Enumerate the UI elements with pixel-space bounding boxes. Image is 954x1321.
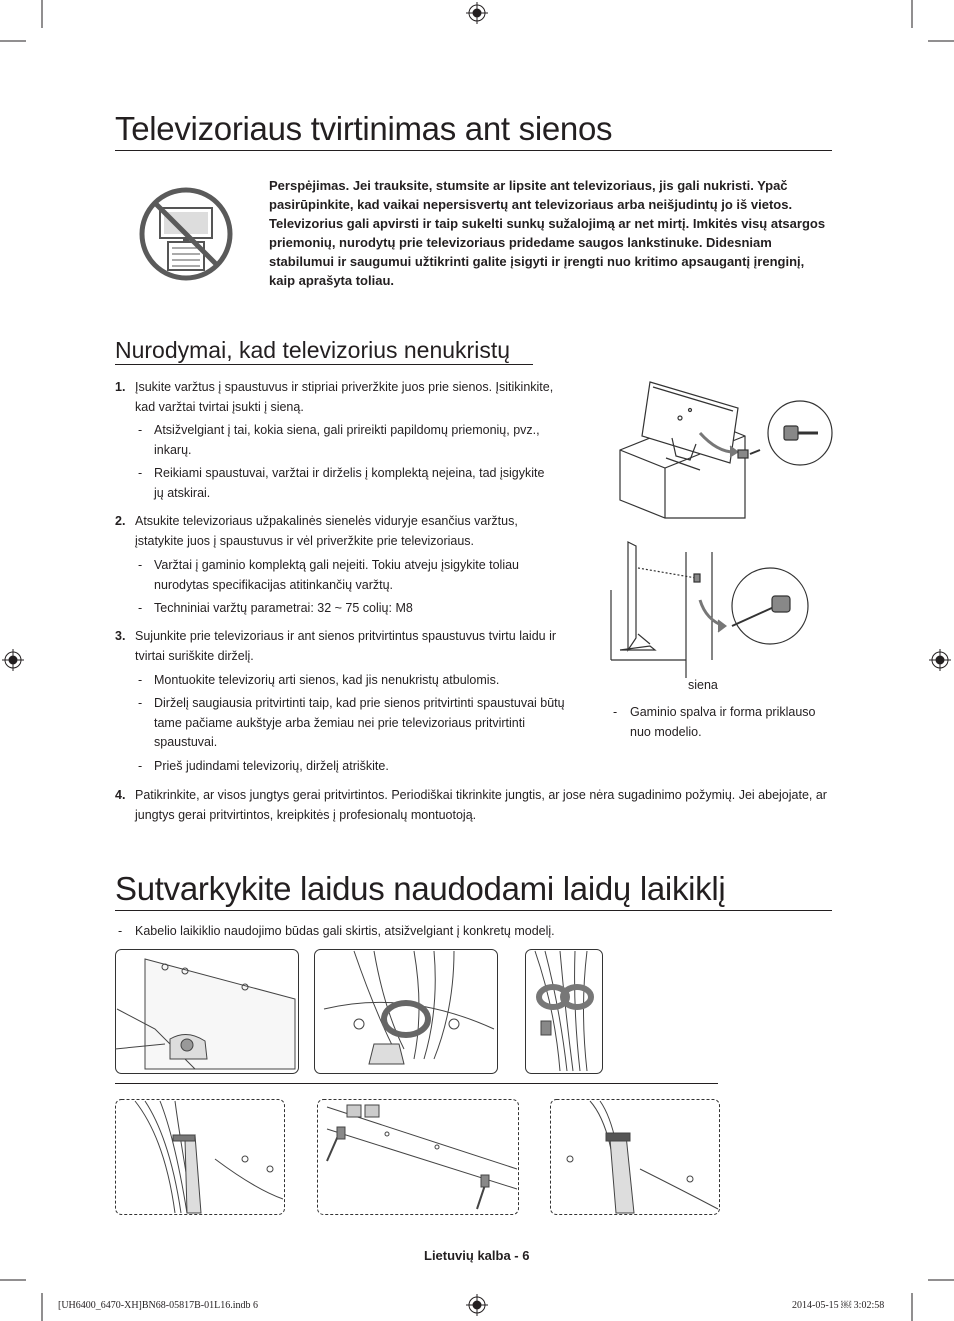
print-slug-left: [UH6400_6470-XH]BN68-05817B-01L16.indb 6 xyxy=(58,1300,258,1311)
list-item: - Atsižvelgiant į tai, kokia siena, gali prireikti papildomų priemonių, pvz., inkarų. xyxy=(138,421,578,460)
sub-item-text: Montuokite televizorių arti sienos, kad jis nenukristų atbulomis. xyxy=(154,673,500,687)
list-item: - Reikiami spaustuvai, varžtai ir dirželis į komplektą neįeina, tad įsigykite jų atskirai. xyxy=(138,464,578,503)
tv-wall-strap-illustration xyxy=(610,538,836,678)
section1-rule xyxy=(115,150,832,151)
page-number-label: Lietuvių kalba - 6 xyxy=(424,1248,530,1263)
sub-item-text: Varžtai į gaminio komplektą gali neįeiti. Tokiu atveju įsigykite toliau nurodytas specifikacijas atitinkančių varžtų. xyxy=(154,558,519,592)
list-item xyxy=(115,786,835,825)
section3-title: Sutvarkykite laidus naudodami laidų laikiklį xyxy=(115,870,726,907)
step-number: 2. xyxy=(115,514,126,528)
cable-holder-step-4-illustration xyxy=(115,1099,285,1215)
print-slug-right: 2014-05-15 ￼ 3:02:58 xyxy=(792,1300,885,1311)
list-item: - Techniniai varžtų parametrai: 32 ~ 75 colių: M8 xyxy=(138,599,578,619)
section3-note-text: Kabelio laikiklio naudojimo būdas gali skirtis, atsižvelgiant į konkretų modelį. xyxy=(135,924,555,938)
step-text: Patikrinkite, ar visos jungtys gerai pritvirtintos. Periodiškai tikrinkite jungtis, ar jose nėra sugadinimo požymių. Jei abejojate, ar jungtys gerai pritvirtintos, kreipkitės į profesionalų montuotoją. xyxy=(135,788,827,822)
step-text: Įsukite varžtus į spaustuvus ir stipriai priveržkite juos prie sienos. Įsitikinkite, kad varžtai tvirtai įsukti į sieną. xyxy=(135,380,554,414)
step-number: 1. xyxy=(115,380,126,394)
list-item xyxy=(115,512,585,551)
registration-mark-left xyxy=(2,649,24,671)
section1-title: Televizoriaus tvirtinimas ant sienos xyxy=(115,110,613,147)
cable-holder-step-2-illustration xyxy=(314,949,498,1074)
cable-holder-step-3-illustration xyxy=(525,949,603,1074)
section3-rule xyxy=(115,910,832,911)
registration-mark-bottom xyxy=(466,1294,488,1316)
cable-holder-step-1-illustration xyxy=(115,949,299,1074)
section3-note: - Kabelio laikiklio naudojimo būdas gali skirtis, atsižvelgiant į konkretų modelį. xyxy=(118,922,818,942)
list-item: - Prieš judindami televizorių, dirželį atriškite. xyxy=(138,757,578,777)
sub-item-text: Techniniai varžtų parametrai: 32 ~ 75 colių: M8 xyxy=(154,601,413,615)
step-number: 3. xyxy=(115,629,126,643)
warning-text: Perspėjimas. Jei trauksite, stumsite ar lipsite ant televizoriaus, jis gali nukristi. Ypač pasirūpinkite, kad vaikai nepersisvertų ant televizoriaus arba neišjudintų jo iš vietos. Televizorius gali apvirsti ir taip sukelti sunkų sužalojimą ar net mirtį. Imkitės visų atsargos priemonių, nurodytų prie televizoriaus pridedame saugos lankstinuke. Didesniam stabilumui ir saugumui užtikrinti galite įsigyti ir įrengti nuo kritimo apsaugantį įrenginį, kaip aprašyta toliau. xyxy=(269,178,826,288)
sub-item-text: Reikiami spaustuvai, varžtai ir dirželis į komplektą neįeina, tad įsigykite jų atskirai. xyxy=(154,466,545,500)
list-item xyxy=(115,378,585,417)
section2-title-underline xyxy=(115,364,533,365)
step-text: Sujunkite prie televizoriaus ir ant sienos pritvirtintus spaustuvus tvirtu laidu ir tvirtai suriškite dirželį. xyxy=(135,629,557,663)
list-item: - Montuokite televizorių arti sienos, kad jis nenukristų atbulomis. xyxy=(138,671,578,691)
tv-stand-clamp-illustration xyxy=(610,378,836,524)
figure-note: - Gaminio spalva ir forma priklauso nuo modelio. xyxy=(613,703,838,742)
list-item: - Dirželį saugiausia pritvirtinti taip, kad prie sienos pritvirtinti spaustuvai būtų tame pačiame aukštyje arba žemiau nei prie televizoriaus pritvirtinti spaustuvai. xyxy=(138,694,578,753)
cable-section-divider xyxy=(115,1083,718,1084)
step-number: 4. xyxy=(115,788,126,802)
section2-title: Nurodymai, kad televizorius nenukristų xyxy=(115,337,511,363)
registration-mark-right xyxy=(929,649,951,671)
figure-note-text: Gaminio spalva ir forma priklauso nuo modelio. xyxy=(630,705,816,739)
step-text: Atsukite televizoriaus užpakalinės sienelės viduryje esančius varžtus, įstatykite juos į spaustuvus ir vėl priveržkite prie televizoriaus. xyxy=(135,514,518,548)
sub-item-text: Prieš judindami televizorių, dirželį atriškite. xyxy=(154,759,389,773)
cable-holder-step-6-illustration xyxy=(550,1099,720,1215)
registration-mark-top xyxy=(466,2,488,24)
wall-label: siena xyxy=(688,678,718,692)
sub-item-text: Atsižvelgiant į tai, kokia siena, gali prireikti papildomų priemonių, pvz., inkarų. xyxy=(154,423,540,457)
sub-item-text: Dirželį saugiausia pritvirtinti taip, kad prie sienos pritvirtinti spaustuvai būtų tame pačiame aukštyje arba žemiau nei prie televizoriaus pritvirtinti spaustuvai. xyxy=(154,696,565,749)
list-item: - Varžtai į gaminio komplektą gali neįeiti. Tokiu atveju įsigykite toliau nurodytas specifikacijas atitinkančių varžtų. xyxy=(138,556,578,595)
list-item xyxy=(115,627,585,666)
cable-holder-step-5-illustration xyxy=(317,1099,519,1215)
no-climbing-warning-icon xyxy=(138,186,234,282)
